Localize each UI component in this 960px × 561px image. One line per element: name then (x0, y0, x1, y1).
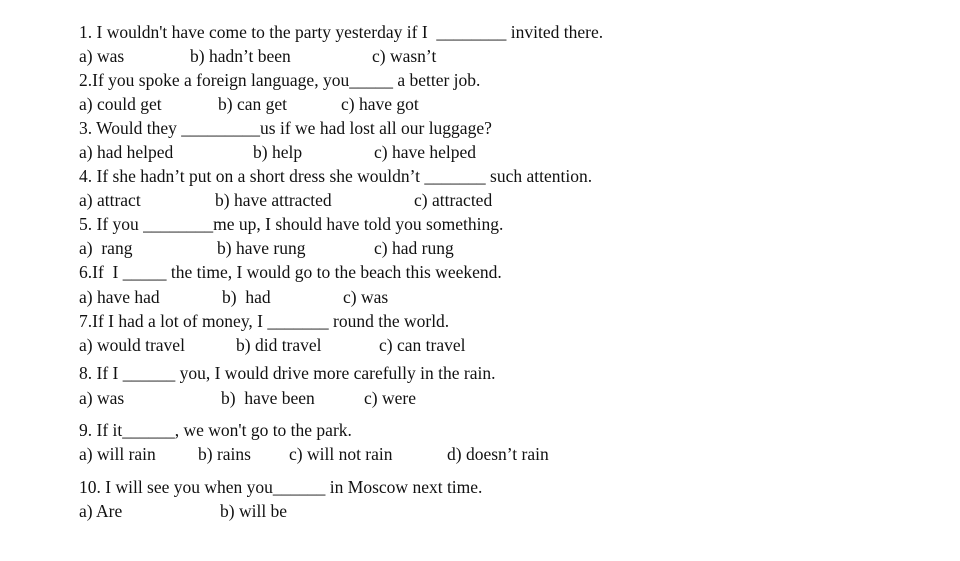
question-8-options (79, 388, 416, 408)
option-c: c) wasn’t (372, 46, 437, 66)
question-4-options (79, 190, 493, 210)
option-a: a) was (79, 46, 125, 66)
option-b: b) hadn’t been (190, 46, 291, 66)
question-5: 5. If you ________me up, I should have told you something. (79, 214, 504, 234)
option-b: b) rains (198, 444, 251, 464)
option-c: c) had rung (374, 238, 454, 258)
option-b: b) help (253, 142, 303, 162)
question-6-options (79, 287, 389, 307)
option-c: c) were (364, 388, 416, 408)
question-5-options (79, 238, 454, 258)
option-b: b) have been (221, 388, 315, 408)
question-10-options (79, 501, 288, 521)
option-a: a) will rain (79, 444, 156, 464)
question-4: 4. If she hadn’t put on a short dress she wouldn’t _______ such attention. (79, 166, 593, 186)
option-c: c) attracted (414, 190, 493, 210)
question-6: 6.If I _____ the time, I would go to the beach this weekend. (79, 262, 502, 282)
question-3: 3. Would they _________us if we had lost all our luggage? (79, 118, 492, 138)
question-1-options (79, 46, 437, 66)
option-a: a) Are (79, 501, 123, 521)
question-8: 8. If I ______ you, I would drive more carefully in the rain. (79, 363, 496, 383)
option-a: a) was (79, 388, 125, 408)
option-b: b) will be (220, 501, 288, 521)
option-a: a) could get (79, 94, 162, 114)
question-9-options (79, 444, 549, 464)
question-2: 2.If you spoke a foreign language, you_____ a better job. (79, 70, 481, 90)
option-c: c) will not rain (289, 444, 393, 464)
question-7-options (79, 335, 466, 355)
option-c: c) have got (341, 94, 419, 114)
question-1: 1. I wouldn't have come to the party yesterday if I ________ invited there. (79, 22, 604, 42)
question-10: 10. I will see you when you______ in Moscow next time. (79, 477, 483, 497)
option-b: b) have rung (217, 238, 306, 258)
option-a: a) rang (79, 238, 133, 258)
question-2-options (79, 94, 419, 114)
question-9: 9. If it______, we won't go to the park. (79, 420, 352, 440)
question-7: 7.If I had a lot of money, I _______ round the world. (79, 311, 450, 331)
option-a: a) had helped (79, 142, 174, 162)
option-c: c) can travel (379, 335, 466, 355)
option-c: c) have helped (374, 142, 477, 162)
option-b: b) did travel (236, 335, 322, 355)
option-b: b) have attracted (215, 190, 332, 210)
option-b: b) had (222, 287, 271, 307)
option-c: c) was (343, 287, 389, 307)
question-3-options (79, 142, 477, 162)
option-d: d) doesn’t rain (447, 444, 549, 464)
option-b: b) can get (218, 94, 287, 114)
option-a: a) have had (79, 287, 160, 307)
option-a: a) would travel (79, 335, 185, 355)
option-a: a) attract (79, 190, 141, 210)
